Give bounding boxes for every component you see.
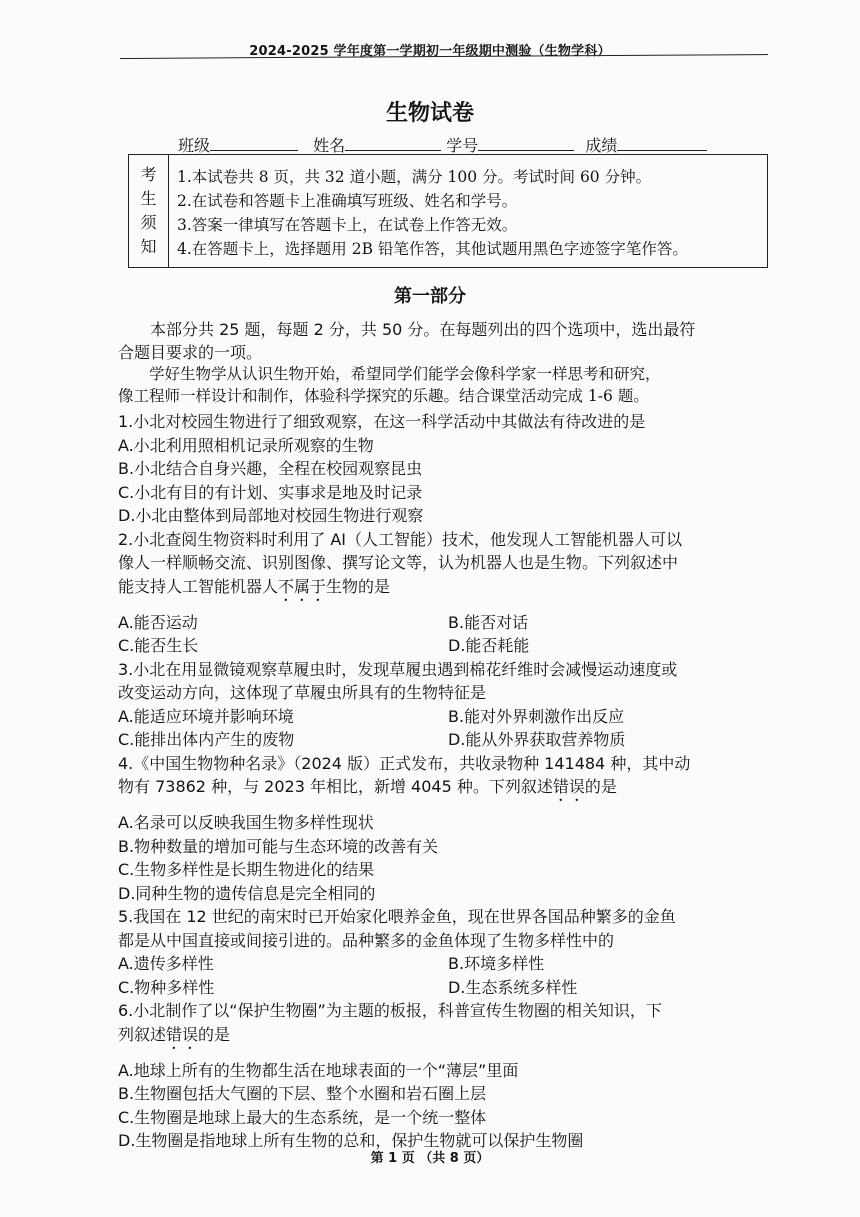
- q4-option-b: B.物种数量的增加可能与生态环境的改善有关: [118, 836, 439, 856]
- class-label: 班级: [178, 136, 211, 155]
- student-info-row: [178, 133, 707, 156]
- q3-option-c: C.能排出体内产生的废物: [118, 730, 295, 749]
- q4-option-d: D.同种生物的遗传信息是完全相同的: [118, 883, 376, 903]
- q5-options-row-2: [118, 976, 798, 1000]
- question-3-stem-line2: 改变运动方向，这体现了草履虫所具有的生物特征是: [118, 683, 487, 702]
- class-blank: [210, 136, 298, 151]
- name-blank: [345, 136, 441, 151]
- emphasis-text: 不属于: [278, 576, 327, 596]
- q6-option-b: B.生物圈包括大气圈的下层、整个水圈和岩石圈上层: [118, 1084, 487, 1103]
- q2-option-c: C.能否生长: [118, 636, 199, 655]
- page-footer: 第 1 页 （共 8 页）: [370, 1151, 490, 1166]
- q2-option-b: B.能否对话: [448, 612, 529, 632]
- context-paragraph: 学好生物学从认识生物开始，希望同学们能学会像科学家一样思考和研究， 像工程师一样设计和制作，体验科学探究的乐趣。结合课堂活动完成 1-6 题。: [118, 365, 661, 405]
- question-4-stem-line1: 4.《中国生物物种名录》（2024 版）正式发布，共收录物种 141484 种，其中动: [118, 753, 691, 773]
- section-title: 第一部分: [394, 286, 466, 307]
- q2-option-a: A.能否运动: [118, 612, 198, 632]
- notice-item: 3.答案一律填写在答题卡上，在试卷上作答无效。: [177, 216, 518, 234]
- q5-option-a: A.遗传多样性: [118, 954, 214, 973]
- q1-option-d: D.小北由整体到局部地对校园生物进行观察: [118, 506, 424, 525]
- q4-option-a: A.名录可以反映我国生物多样性现状: [118, 813, 374, 832]
- question-1-stem: 1.小北对校园生物进行了细致观察，在这一科学活动中其做法有待改进的是: [118, 412, 646, 431]
- q2-option-d: D.能否耗能: [448, 636, 530, 655]
- q3-option-b: B.能对外界刺激作出反应: [448, 706, 625, 726]
- questions-area: [118, 410, 798, 1153]
- q1-option-a: A.小北利用照相机记录所观察的生物: [118, 435, 374, 455]
- q6-option-d: D.生物圈是指地球上所有生物的总和，保护生物就可以保护生物圈: [118, 1131, 584, 1150]
- notice-item: 1.本试卷共 8 页，共 32 道小题，满分 100 分。考试时间 60 分钟。: [177, 168, 652, 186]
- q4-option-c: C.生物多样性是长期生物进化的结果: [118, 860, 375, 879]
- student-id-label: 学号: [446, 136, 479, 155]
- question-6-stem-line2: 列叙述错误的是: [118, 1024, 231, 1044]
- student-id-blank: [478, 136, 574, 151]
- q6-option-a: A.地球上所有的生物都生活在地球表面的一个“薄层”里面: [118, 1060, 519, 1080]
- q5-option-d: D.生态系统多样性: [448, 977, 578, 997]
- section-instructions: 本部分共 25 题，每题 2 分，共 50 分。在每题列出的四个选项中，选出最符 合题目要求的一项。: [118, 320, 696, 362]
- q5-option-b: B.环境多样性: [448, 954, 545, 973]
- q2-options-row-1: [118, 611, 798, 635]
- q5-options-row-1: [118, 952, 798, 976]
- notice-item: 2.在试卷和答题卡上准确填写班级、姓名和学号。: [177, 192, 518, 210]
- q2-options-row-2: [118, 634, 798, 658]
- q3-option-d: D.能从外界获取营养物质: [448, 730, 626, 749]
- question-2-stem-line2: 像人一样顺畅交流、识别图像、撰写论文等，认为机器人也是生物。下列叙述中: [118, 553, 679, 572]
- q3-options-row-2: [118, 728, 798, 752]
- emphasis-text: 错误: [166, 1024, 199, 1044]
- q1-option-c: C.小北有目的有计划、实事求是地及时记录: [118, 482, 423, 502]
- q5-option-c: C.物种多样性: [118, 977, 215, 997]
- question-5-stem-line1: 5.我国在 12 世纪的南宋时已开始家化喂养金鱼，现在世界各国品种繁多的金鱼: [118, 907, 676, 926]
- q6-option-c: C.生物圈是地球上最大的生态系统，是一个统一整体: [118, 1107, 487, 1127]
- notice-items: [177, 165, 688, 261]
- q1-option-b: B.小北结合自身兴趣，全程在校园观察昆虫: [118, 459, 423, 478]
- q3-options-row-1: [118, 705, 798, 729]
- score-blank: [617, 136, 707, 151]
- q3-option-a: A.能适应环境并影响环境: [118, 706, 294, 726]
- question-4-stem-line2: 物有 73862 种，与 2023 年相比，新增 4045 种。下列叙述错误的是: [118, 777, 617, 796]
- notice-item: 4.在答题卡上，选择题用 2B 铅笔作答，其他试题用黑色字迹签字笔作答。: [177, 240, 688, 258]
- question-2-stem-line3: 能支持人工智能机器人不属于生物的是: [118, 576, 391, 596]
- exam-header: 2024-2025 学年度第一学期初一年级期中测验（生物学科）: [249, 44, 611, 59]
- page-title: 生物试卷: [385, 101, 474, 126]
- score-label: 成绩: [585, 136, 618, 155]
- notice-label: 考 生 须 知: [129, 155, 169, 267]
- question-6-stem-line1: 6.小北制作了以“保护生物圈”为主题的板报，科普宣传生物圈的相关知识，下: [118, 1001, 662, 1020]
- question-5-stem-line2: 都是从中国直接或间接引进的。品种繁多的金鱼体现了生物多样性中的: [118, 930, 615, 950]
- emphasis-text: 错误: [552, 777, 585, 796]
- question-3-stem-line1: 3.小北在用显微镜观察草履虫时，发现草履虫遇到棉花纤维时会减慢运动速度或: [118, 659, 678, 679]
- name-label: 姓名: [313, 136, 346, 155]
- exam-notice-box: [128, 154, 768, 268]
- question-2-stem-line1: 2.小北查阅生物资料时利用了 AI（人工智能）技术，他发现人工智能机器人可以: [118, 529, 683, 549]
